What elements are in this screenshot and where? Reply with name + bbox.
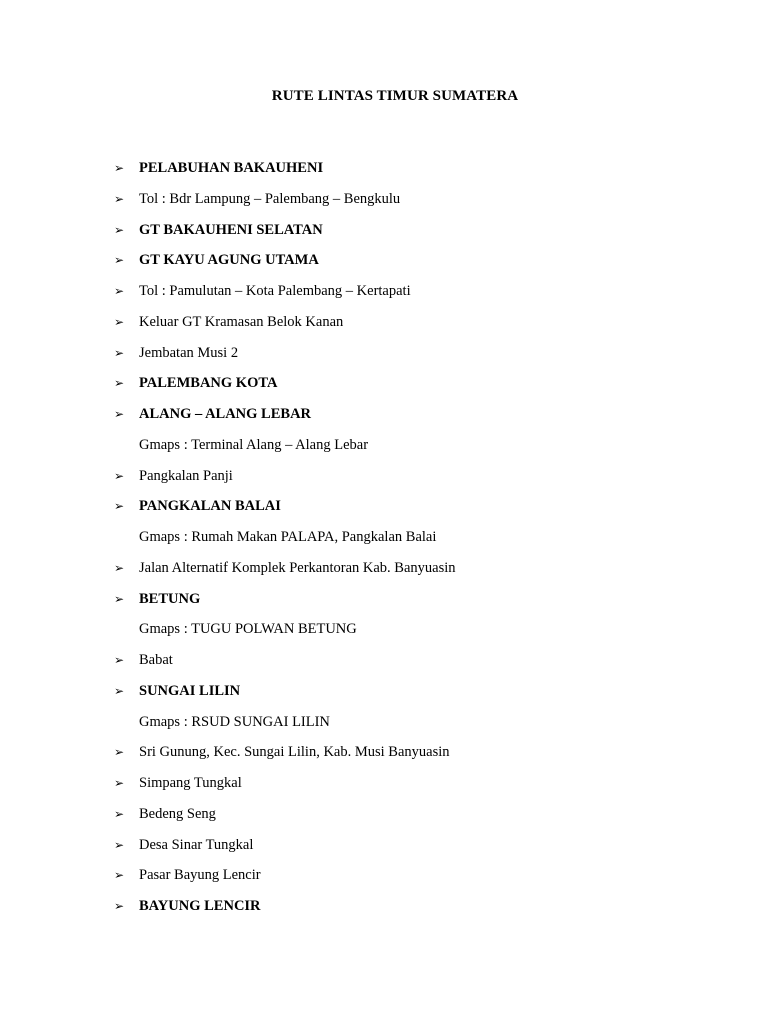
route-list-item — [0, 896, 768, 927]
route-item-text: Tol : Pamulutan – Kota Palembang – Kertapati — [139, 283, 411, 299]
route-item-text: Jalan Alternatif Komplek Perkantoran Kab. Banyuasin — [139, 559, 456, 576]
route-list-item — [0, 835, 768, 866]
arrow-bullet-icon: ➢ — [114, 191, 125, 206]
arrow-bullet-icon: ➢ — [114, 161, 125, 175]
route-list-item — [0, 742, 768, 773]
route-item-text: SUNGAI LILIN — [139, 682, 241, 699]
route-item-text: Simpang Tungkal — [139, 775, 242, 791]
route-list-item — [0, 312, 768, 343]
route-list-item — [0, 281, 768, 312]
route-list-item — [0, 404, 768, 435]
route-item-text: BAYUNG LENCIR — [139, 898, 261, 914]
route-list-item — [0, 189, 768, 220]
route-list-item — [0, 343, 768, 374]
arrow-bullet-icon: ➢ — [114, 591, 125, 606]
route-list-item — [0, 220, 768, 251]
route-item-text: Babat — [139, 652, 173, 668]
route-note — [0, 619, 768, 650]
arrow-bullet-icon: ➢ — [114, 499, 125, 514]
route-item-text: Pasar Bayung Lencir — [139, 867, 261, 884]
arrow-bullet-icon: ➢ — [114, 683, 125, 698]
route-item-text: GT KAYU AGUNG UTAMA — [139, 252, 319, 269]
route-note-text: Gmaps : Terminal Alang – Alang Lebar — [139, 436, 369, 453]
route-list-item — [0, 650, 768, 681]
route-item-text: Tol : Bdr Lampung – Palembang – Bengkulu — [139, 190, 401, 207]
arrow-bullet-icon: ➢ — [114, 776, 125, 790]
route-item-text: BETUNG — [139, 590, 201, 607]
route-list-item — [0, 773, 768, 804]
route-note — [0, 435, 768, 466]
route-item-text: GT BAKAUHENI SELATAN — [139, 221, 323, 238]
route-note — [0, 527, 768, 558]
arrow-bullet-icon: ➢ — [114, 407, 125, 421]
route-note-text: Gmaps : RSUD SUNGAI LILIN — [139, 713, 330, 730]
route-list-item — [0, 558, 768, 589]
arrow-bullet-icon: ➢ — [114, 284, 125, 298]
arrow-bullet-icon: ➢ — [114, 806, 125, 821]
arrow-bullet-icon: ➢ — [114, 345, 125, 360]
route-item-text: PELABUHAN BAKAUHENI — [139, 160, 324, 176]
arrow-bullet-icon: ➢ — [114, 745, 125, 760]
route-item-text: Keluar GT Kramasan Belok Kanan — [139, 313, 344, 330]
arrow-bullet-icon: ➢ — [114, 468, 125, 483]
route-item-text: ALANG – ALANG LEBAR — [139, 406, 312, 422]
arrow-bullet-icon: ➢ — [114, 222, 125, 237]
route-list-item — [0, 804, 768, 835]
route-item-text: PANGKALAN BALAI — [139, 498, 281, 515]
route-list-item — [0, 589, 768, 620]
arrow-bullet-icon: ➢ — [114, 837, 125, 852]
route-list-item — [0, 496, 768, 527]
route-list-item — [0, 681, 768, 712]
arrow-bullet-icon: ➢ — [114, 253, 125, 268]
route-note-text: Gmaps : Rumah Makan PALAPA, Pangkalan Balai — [139, 529, 437, 545]
route-note-text: Gmaps : TUGU POLWAN BETUNG — [139, 621, 357, 638]
route-list — [0, 158, 768, 927]
route-item-text: Desa Sinar Tungkal — [139, 836, 254, 853]
route-list-item — [0, 466, 768, 497]
arrow-bullet-icon: ➢ — [114, 314, 125, 329]
route-item-text: Pangkalan Panji — [139, 467, 233, 484]
route-list-item — [0, 250, 768, 281]
route-item-text: Jembatan Musi 2 — [139, 344, 239, 361]
arrow-bullet-icon: ➢ — [114, 653, 125, 667]
route-item-text: Sri Gunung, Kec. Sungai Lilin, Kab. Musi Banyuasin — [139, 744, 450, 761]
route-item-text: Bedeng Seng — [139, 805, 216, 822]
route-item-text: PALEMBANG KOTA — [139, 375, 278, 392]
route-note — [0, 712, 768, 743]
document-title: RUTE LINTAS TIMUR SUMATERA — [271, 88, 519, 104]
arrow-bullet-icon: ➢ — [114, 899, 125, 913]
arrow-bullet-icon: ➢ — [114, 560, 125, 575]
arrow-bullet-icon: ➢ — [114, 868, 125, 883]
route-list-item — [0, 865, 768, 896]
route-list-item — [0, 373, 768, 404]
arrow-bullet-icon: ➢ — [114, 376, 125, 391]
route-list-item — [0, 158, 768, 189]
